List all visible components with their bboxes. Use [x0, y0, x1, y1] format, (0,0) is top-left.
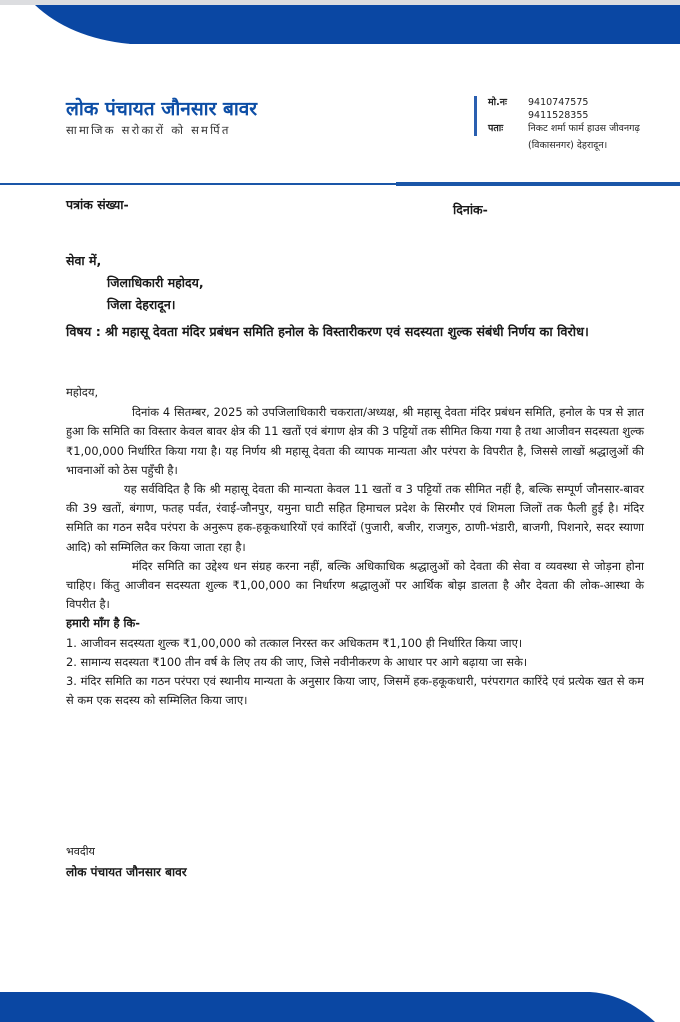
header-rule-thin: [0, 183, 400, 185]
signature-block: [66, 843, 187, 881]
mobile-label: मो.नः: [488, 97, 507, 108]
recipient-line-1: जिलाधिकारी महोदय,: [107, 275, 204, 290]
recipient-block: [66, 250, 204, 316]
demand-item-2: 2. सामान्य सदस्यता ₹100 तीन वर्ष के लिए तय की जाए, जिसे नवीनीकरण के आधार पर आगे बढ़ाया जा सके।: [66, 654, 528, 669]
signatory-organization: लोक पंचायत जौनसार बावर: [66, 865, 187, 879]
header-rule-thick: [396, 182, 680, 186]
salutation: महोदय,: [66, 385, 99, 399]
demand-item-3: 3. मंदिर समिति का गठन परंपरा एवं स्थानीय मान्यता के अनुसार किया जाए, जिसमें हक-हकूकधारी, परंपरागत कारिंदे एवं प्रत्येक खत से कम से कम एक सदस्य को सम्मिलित किया जाए।: [66, 674, 644, 708]
letterhead-brand: [66, 97, 257, 138]
contact-divider: [474, 96, 477, 136]
date-label: दिनांक-: [453, 202, 488, 217]
demands-heading: हमारी माँग है कि-: [66, 616, 140, 631]
letter-body: [66, 383, 644, 710]
organization-title: लोक पंचायत जौनसार बावर: [66, 98, 258, 120]
footer-band-shape: [0, 992, 655, 1022]
address-line-1: निकट शर्मा फार्म हाउस जीवनगढ़: [528, 123, 640, 134]
address-line-2: (विकासनगर) देहरादून।: [528, 140, 608, 151]
address-label: पताः: [488, 123, 504, 134]
footer-band: [0, 990, 680, 1022]
address-row: [488, 122, 640, 135]
header-band-shape: [35, 5, 680, 44]
body-paragraph-2: यह सर्वविदित है कि श्री महासू देवता की मान्यता केवल 11 खतों व 3 पट्टियों तक सीमित नहीं है, बल्कि सम्पूर्ण जौनसार-बावर की 39 खतों, बंगाण, फतह पर्वत, रंवाई-जौनपुर, यमुना घाटी सहित हिमाचल प्रदेश के सिरमौर एवं शिमला जिलों तक फैली हुई है। मंदिर समिति का गठन सदैव परंपरा के अनुरूप हक-हकूकधारियों एवं कारिंदों (पुजारी, बजीर, राजगुरु, ठाणी-भंडारी, बाजगी, पिशनारे, सदर स्याणा आदि) को सम्मिलित कर किया जाता रहा है।: [66, 482, 644, 554]
recipient-prefix: सेवा में,: [66, 253, 102, 268]
header-band: [0, 0, 680, 48]
body-paragraph-3: मंदिर समिति का उद्देश्य धन संग्रह करना नहीं, बल्कि अधिकाधिक श्रद्धालुओं को देवता की सेवा व व्यवस्था से जोड़ना होना चाहिए। किंतु आजीवन सदस्यता शुल्क ₹1,00,000 का निर्धारण श्रद्धालुओं पर आर्थिक बोझ डालता है और देवता की लोक-आस्था के विपरीत है।: [66, 558, 644, 612]
letter-subject: विषय : श्री महासू देवता मंदिर प्रबंधन समिति हनोल के विस्तारीकरण एवं सदस्यता शुल्क संबंधी निर्णय का विरोध।: [66, 325, 589, 340]
mobile-row: [488, 96, 588, 109]
demand-item-1: 1. आजीवन सदस्यता शुल्क ₹1,00,000 को तत्काल निरस्त कर अधिकतम ₹1,100 ही निर्धारित किया जाए।: [66, 635, 523, 650]
recipient-line-2: जिला देहरादून।: [107, 297, 176, 312]
body-paragraph-1: दिनांक 4 सितम्बर, 2025 को उपजिलाधिकारी चकराता/अध्यक्ष, श्री महासू देवता मंदिर प्रबंधन समिति, हनोल के पत्र से ज्ञात हुआ कि समिति का विस्तार केवल बावर क्षेत्र की 11 खतों एवं बंगाण क्षेत्र की 3 पट्टियों तक सीमित किया गया है तथा आजीवन सदस्यता शुल्क ₹1,00,000 निर्धारित किया गया है। यह निर्णय श्री महासू देवता की व्यापक मान्यता और परंपरा के विपरीत है, जिससे लाखों श्रद्धालुओं की भावनाओं को ठेस पहुँची है।: [66, 405, 644, 477]
reference-number-label: पत्रांक संख्या-: [66, 197, 129, 212]
organization-tagline: सामाजिक सरोकारों को समर्पित: [66, 123, 231, 137]
mobile-number-2: 9411528355: [528, 110, 589, 121]
mobile-number-1: 9410747575: [528, 97, 589, 108]
closing-word: भवदीय: [66, 845, 95, 858]
